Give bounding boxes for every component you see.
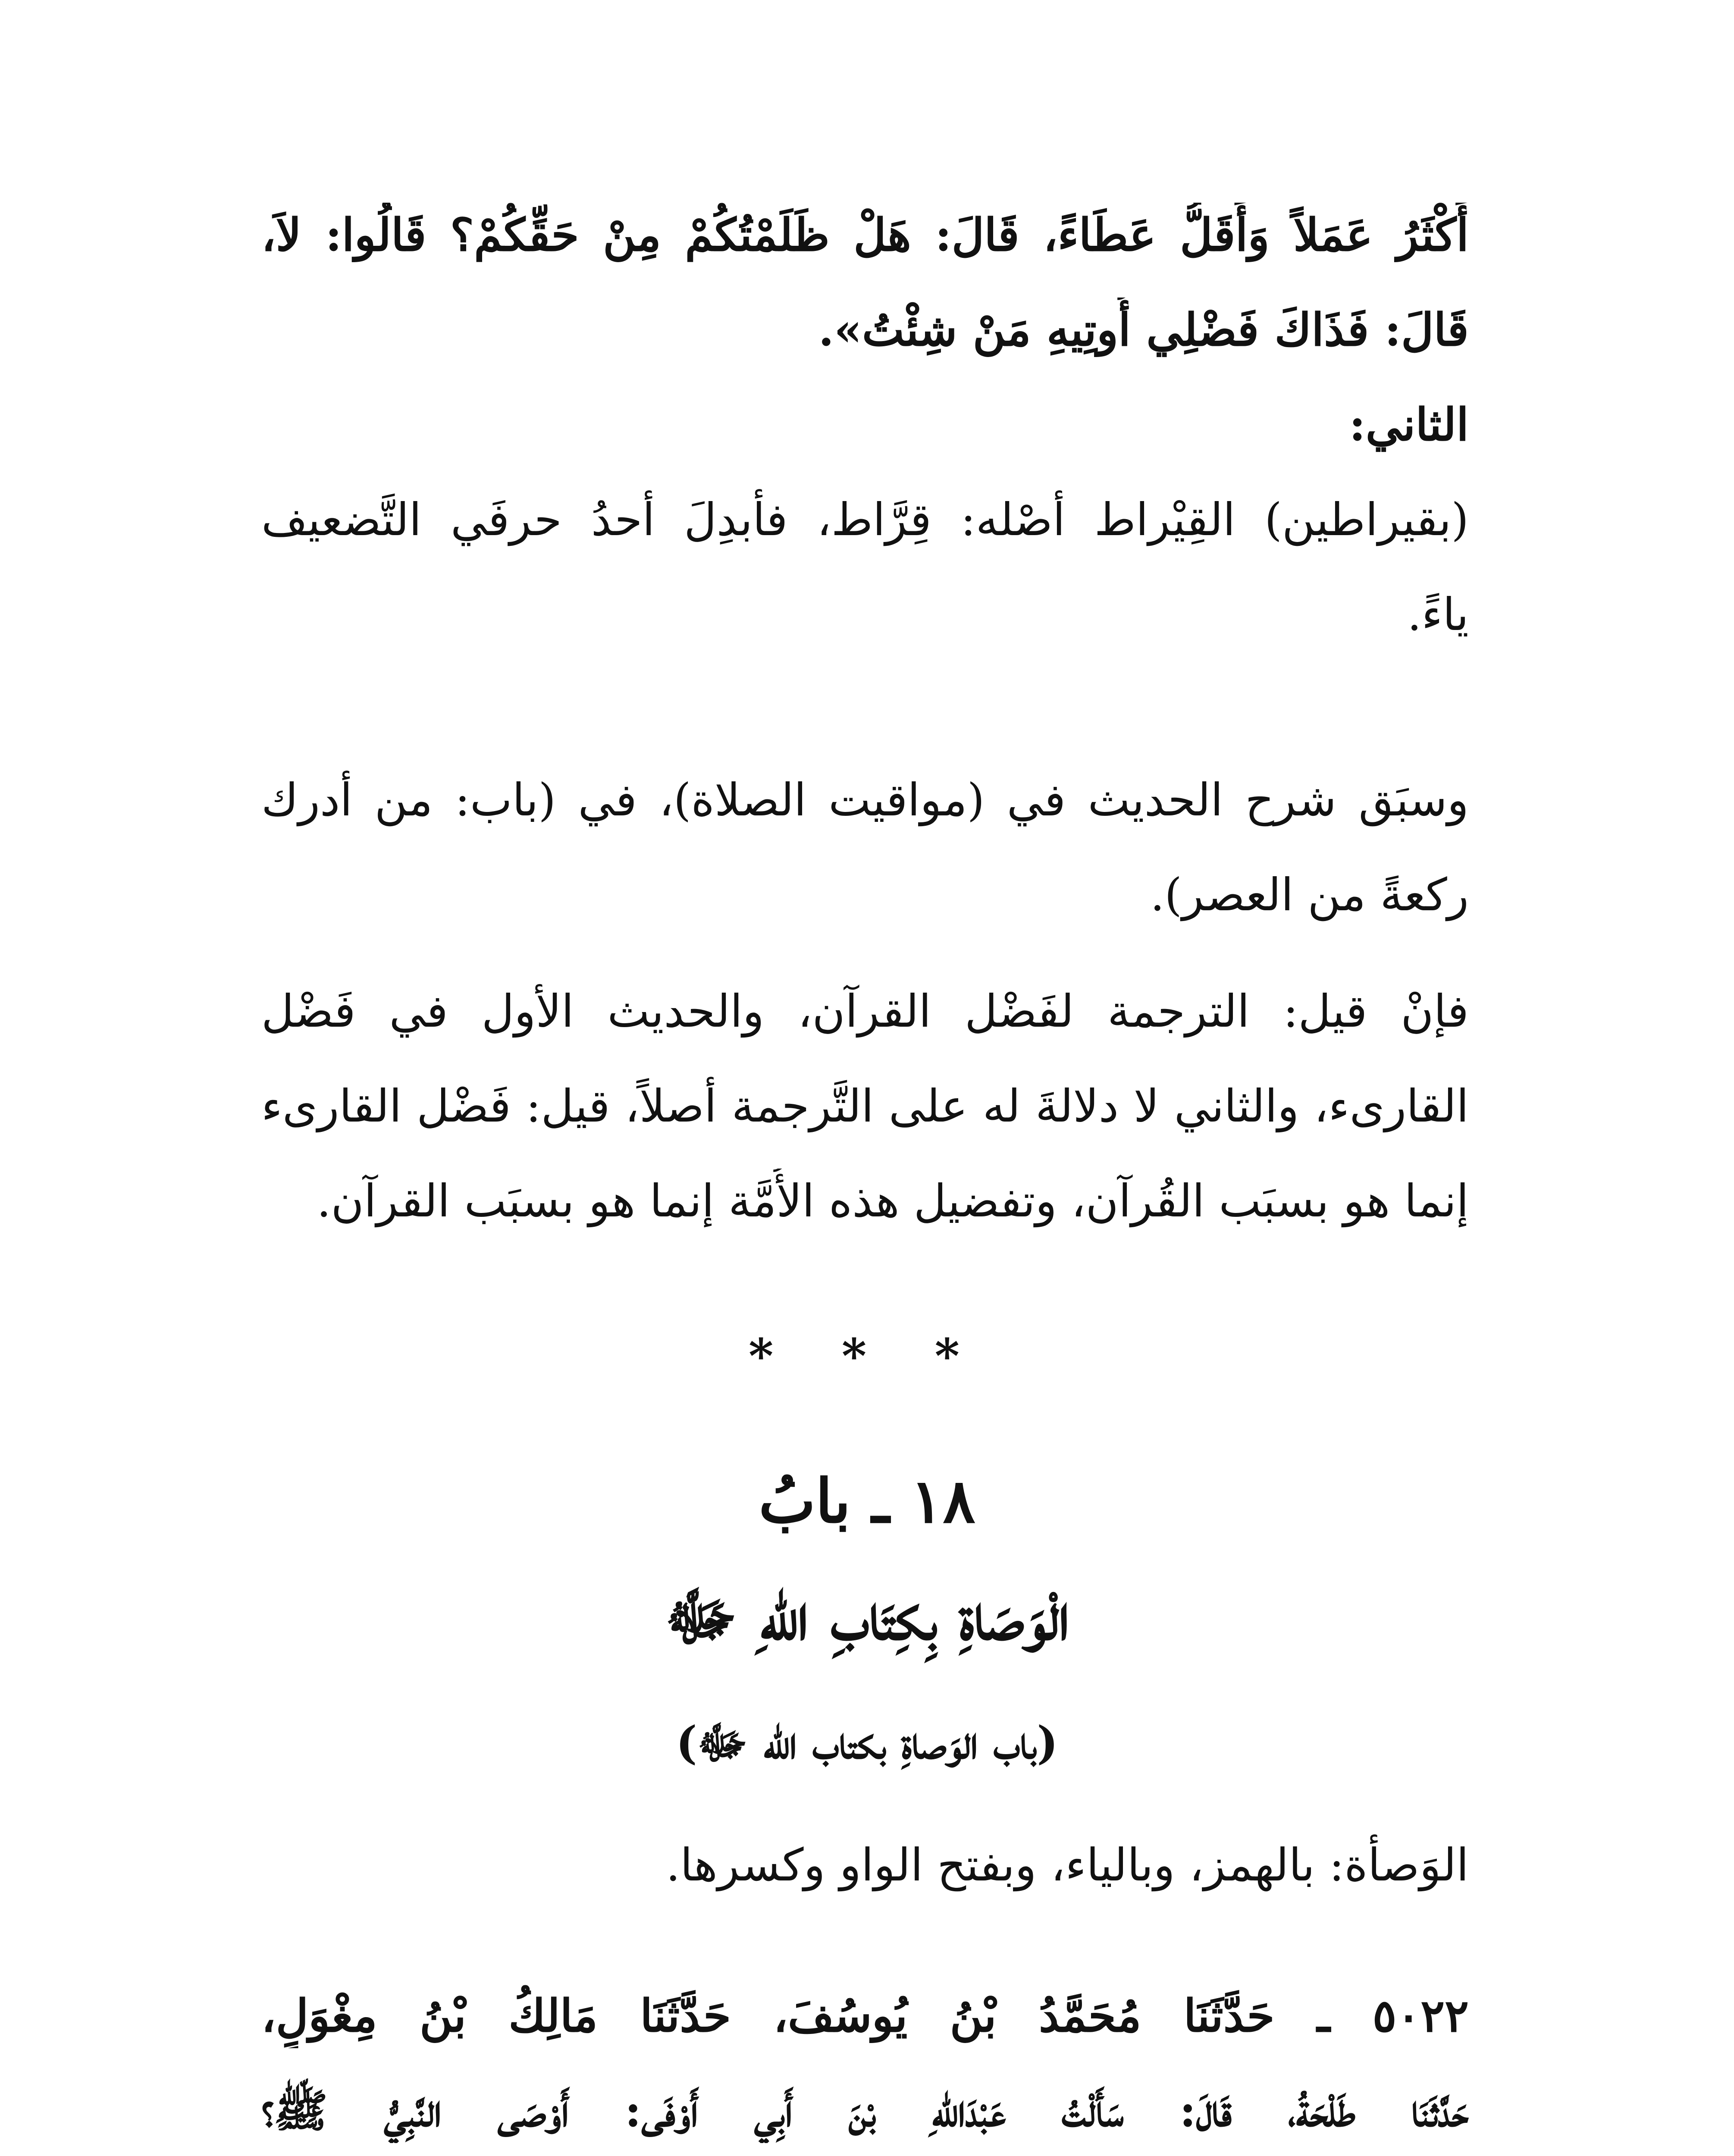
text-line-9: القارىء، والثاني لا دلالةَ له على التَّرجمة أصلاً، قيل: فَضْل القارىء [261,1080,1469,1132]
note-line: الوَصأَة: بالهمز، وبالياء، وبفتح الواو وكسرها. [666,1839,1469,1891]
text-line-8: فإنْ قيل: الترجمة لفَضْل القرآن، والحديث الأول في فَضْل [261,985,1469,1037]
hadith-line-1: ٥٠٢٢ ـ حَدَّثَنَا مُحَمَّدُ بْنُ يُوسُفَ، حَدَّثَنَا مَالِكُ بْنُ مِغْوَلٍ، [261,1989,1469,2042]
text-line-5: ياءً. [1407,588,1469,641]
chapter-subtitle: (باب الوَصاةِ بكتاب الله ﷻ) [676,1716,1058,1769]
text-line-7: ركعةً من العصر). [1150,868,1469,921]
section-label: الثاني: [1349,398,1469,451]
text-line-4: (بقيراطين) القِيْراط أصْله: قِرَّاط، فأُبدِلَ أحدُ حرفَي التَّضعيف [261,493,1469,546]
hadith-line-2: حَدَّثَنَا طَلْحَةُ، قَالَ: سَأَلْتُ عَبْدَاللهِ بْنَ أَبِي أَوْفَى: أَوْصَى النَّبِيُّ ﷺ؟ [261,2084,1469,2137]
text-line-2: قَالَ: فَذَاكَ فَضْلِي أُوتِيهِ مَنْ شِئْتُ». [818,303,1469,356]
section-separator: * * * [748,1328,986,1384]
chapter-heading: ١٨ ـ بابُ [759,1466,975,1537]
text-line-6: وسبَق شرح الحديث في (مواقيت الصلاة)، في (باب: من أدرك [261,774,1469,826]
chapter-title: الْوَصَاةِ بِكِتَابِ اللهِ ﷻ [664,1579,1070,1655]
text-line-10: إنما هو بسبَب القُرآن، وتفضيل هذه الأُمَّة إنما هو بسبَب القرآن. [317,1175,1469,1227]
text-line-1: أَكْثَرُ عَمَلاً وَأَقَلُّ عَطَاءً، قَالَ: هَلْ ظَلَمْتُكُمْ مِنْ حَقِّكُمْ؟ قَالُوا: لاَ، [261,208,1469,261]
